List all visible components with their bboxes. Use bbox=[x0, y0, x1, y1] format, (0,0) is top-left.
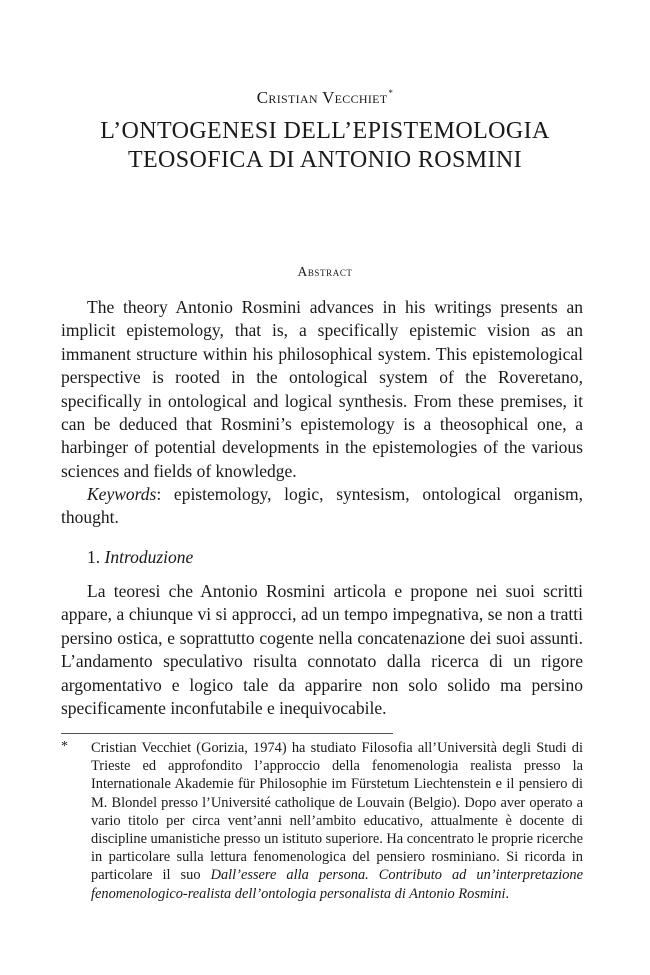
footnote-text bbox=[91, 739, 583, 903]
abstract-text: The theory Antonio Rosmini advances in his writings presents an implicit epistemology, that is, a specifically epistemic vision as an immanent structure within his philosophical system. This epistemological perspective is rooted in the ontological system of the Roveretano, specifically in ontological and logical synthesis. From these premises, it can be deduced that Rosmini’s epistemology is a theosophical one, a harbinger of potential developments in the epistemologies of the various sciences and fields of knowledge. bbox=[61, 297, 583, 481]
abstract-heading: Abstract bbox=[297, 264, 353, 279]
footnote-book-title: Dall’essere alla persona. Contributo ad un’interpretazione fenomenologico-realista dell’ontologia personalista di Antonio Rosmini bbox=[91, 867, 583, 902]
article-title bbox=[60, 117, 590, 175]
keywords-list: : epistemology, logic, syntesism, ontological organism, thought. bbox=[61, 484, 583, 528]
footnote-end: . bbox=[505, 885, 510, 902]
section-heading bbox=[61, 546, 583, 569]
footnote-body: Cristian Vecchiet (Gorizia, 1974) ha studiato Filosofia all’Università degli Studi di Trieste ed approfondito l’approccio della fenomenologia realista presso la Internationale Akademie für Philosophie im Fürstetum Liechtenstein e il pensiero di M. Blondel presso l’Université catholique de Louvain (Belgio). Dopo aver operato a vario titolo per circa vent’anni nell’ambito educativo, attualmente è docente di discipline umanistiche presso un istituto superiore. Ha concentrato le proprie ricerche in particolare sulla lettura fenomenologica del pensiero rosminiano. Si ricorda in particolare il suo bbox=[91, 740, 583, 884]
title-line-2: TEOSOFICA DI ANTONIO ROSMINI bbox=[127, 147, 523, 173]
footnote-marker: * bbox=[61, 739, 68, 754]
author-footnote-mark: * bbox=[388, 88, 394, 98]
author-text: Cristian Vecchiet bbox=[256, 88, 388, 107]
intro-paragraph: La teoresi che Antonio Rosmini articola e propone nei suoi scritti appare, a chiunque vi si approcci, ad un tempo impegnativa, se non a tratti persino ostica, e soprattutto cogente nella concatenazione dei suoi assunti. L’andamento speculativo risulta connotato dalla ricerca di un rigore argomentativo e logico tale da apparire non solo solido ma persino specificamente inconfutabile e inequivocabile. bbox=[61, 581, 583, 719]
section-number: 1. bbox=[87, 547, 105, 567]
author-name bbox=[0, 88, 650, 108]
title-line-1: L’ONTOGENESI DELL’EPISTEMOLOGIA bbox=[100, 118, 550, 144]
footnote bbox=[61, 739, 583, 903]
keywords-label: Keywords bbox=[87, 484, 157, 504]
keywords bbox=[61, 483, 583, 530]
section-title: Introduzione bbox=[104, 547, 194, 567]
footnote-divider bbox=[61, 733, 393, 734]
